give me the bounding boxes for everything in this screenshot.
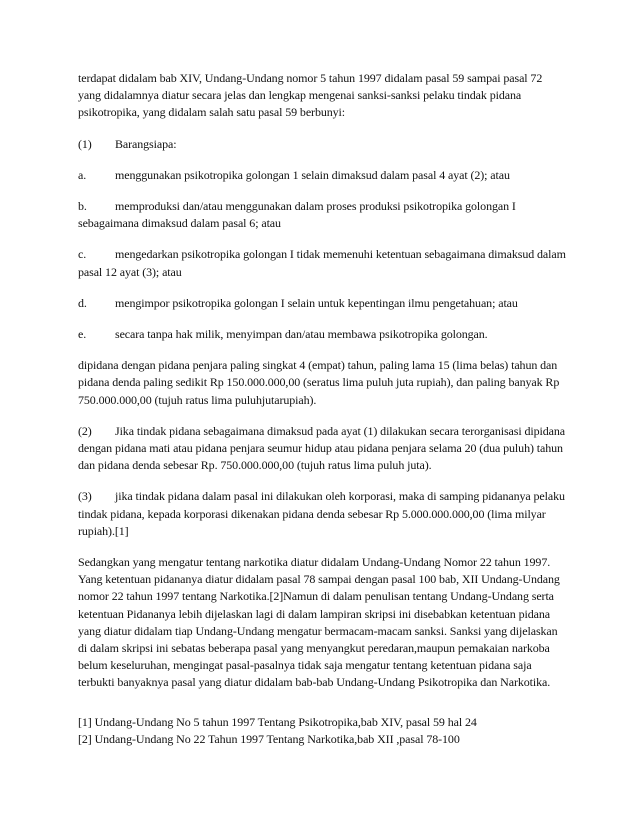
clause-2 — [78, 423, 568, 475]
list-item-b-text: memproduksi dan/atau menggunakan dalam proses produksi psikotropika golongan I sebagaimana dimaksud dalam pasal 6; atau — [78, 199, 516, 231]
list-item-d-marker: d. — [78, 295, 87, 310]
footnotes — [78, 714, 568, 748]
narcotics-paragraph: Sedangkan yang mengatur tentang narkotika diatur didalam Undang-Undang Nomor 22 tahun 1997. Yang ketentuan pidananya diatur didalam pasal 78 sampai dengan pasal 100 bab, XII Undang-Undang nomor 22 tahun 1997 tentang Narkotika.[2]Namun di dalam penulisan tentang Undang-Undang serta ketentuan Pidananya lebih dijelaskan lagi di dalam lampiran skripsi ini disebabkan ketentuan pidana yang diatur didalam tiap Undang-Undang mengatur bermacam-macam sanksi. Sanksi yang dijelaskan di dalam skripsi ini sebatas beberapa pasal yang menyangkut peredaran,maupun pemakaian narkoba belum keseluruhan, mengingat pasal-pasalnya tidak saja mengatur tentang ketentuan pidana saja terbukti banyaknya pasal yang diatur didalam bab-bab Undang-Undang Psikotropika dan Narkotika. — [78, 555, 560, 690]
footnote-1: [1] Undang-Undang No 5 tahun 1997 Tentang Psikotropika,bab XIV, pasal 59 hal 24 — [78, 714, 477, 729]
list-item-e-text: secara tanpa hak milik, menyimpan dan/atau membawa psikotropika golongan. — [115, 327, 488, 342]
list-item-a-marker: a. — [78, 167, 87, 182]
list-item-b-marker: b. — [78, 199, 87, 214]
list-item-a-text: menggunakan psikotropika golongan 1 selain dimaksud dalam pasal 4 ayat (2); atau — [115, 167, 510, 182]
footnote-2: [2] Undang-Undang No 22 Tahun 1997 Tentang Narkotika,bab XII ,pasal 78-100 — [78, 731, 460, 746]
list-item-c-text: mengedarkan psikotropika golongan I tidak memenuhi ketentuan sebagaimana dimaksud dalam pasal 12 ayat (3); atau — [78, 247, 566, 279]
list-item-e — [78, 326, 568, 343]
list-item-b — [78, 198, 568, 232]
clause-2-text: Jika tindak pidana sebagaimana dimaksud pada ayat (1) dilakukan secara terorganisasi dipidana dengan pidana mati atau pidana penjara seumur hidup atau pidana penjara selama 20 (dua puluh) tahun dan pidana denda sebesar Rp. 750.000.000,00 (tujuh ratus lima puluh juta). — [78, 423, 565, 473]
clause-3-text: jika tindak pidana dalam pasal ini dilakukan oleh korporasi, maka di samping pidananya pelaku tindak pidana, kepada korporasi dikenakan pidana denda sebesar Rp 5.000.000.000,00 (lima milyar rupiah).[1] — [78, 489, 565, 538]
list-item-d — [78, 295, 568, 312]
clause-1-marker: (1) — [78, 136, 92, 151]
list-item-e-marker: e. — [78, 327, 87, 342]
list-item-a — [78, 167, 568, 184]
clause-2-marker: (2) — [78, 423, 92, 438]
penalty-paragraph: dipidana dengan pidana penjara paling singkat 4 (empat) tahun, paling lama 15 (lima belas) tahun dan pidana denda paling sedikit Rp 150.000.000,00 (seratus lima puluh juta rupiah), dan paling banyak Rp 750.000.000,00 (tujuh ratus lima puluhjutarupiah). — [78, 358, 560, 407]
intro-paragraph: terdapat didalam bab XIV, Undang-Undang nomor 5 tahun 1997 didalam pasal 59 sampai pasal 72 yang didalamnya diatur secara jelas dan lengkap mengenai sanksi-sanksi pelaku tindak pidana psikotropika, yang didalam salah satu pasal 59 berbunyi: — [78, 71, 543, 120]
clause-1-text: Barangsiapa: — [115, 136, 177, 151]
list-item-c-marker: c. — [78, 247, 87, 262]
document-page — [78, 70, 568, 748]
list-item-c — [78, 246, 568, 280]
list-item-d-text: mengimpor psikotropika golongan I selain untuk kepentingan ilmu pengetahuan; atau — [115, 295, 518, 310]
clause-3-marker: (3) — [78, 489, 92, 504]
clause-3 — [78, 488, 568, 540]
clause-1 — [78, 136, 568, 153]
